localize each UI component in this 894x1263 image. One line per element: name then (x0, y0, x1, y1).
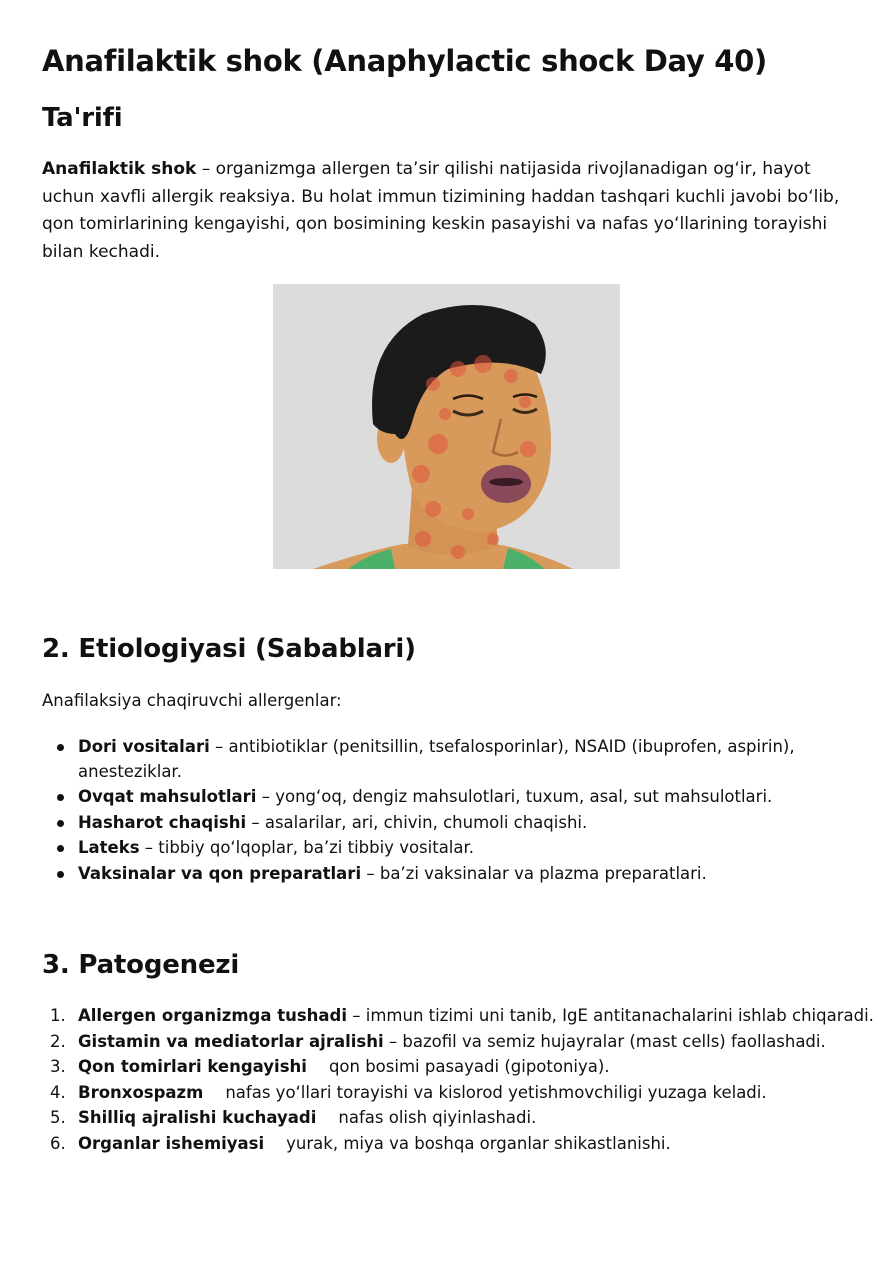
list-item-text: nafas olish qiyinlashadi. (338, 1108, 537, 1127)
allergen-list (42, 735, 878, 887)
list-item-number: 5. (50, 1108, 66, 1127)
etiology-intro: Anafilaksiya chaqiruvchi allergenlar: (42, 691, 342, 710)
list-item-text: – yong‘oq, dengiz mahsulotlari, tuxum, asal, sut mahsulotlari. (256, 787, 773, 806)
list-item-number: 2. (50, 1031, 66, 1051)
list-item-term: Shilliq ajralishi kuchayadi (78, 1108, 317, 1127)
swollen-face-image (273, 284, 620, 569)
list-item-text: qon bosimi pasayadi (gipotoniya). (328, 1057, 610, 1076)
list-item (78, 735, 878, 784)
list-item (78, 811, 878, 836)
list-item-number: 1. (50, 1006, 66, 1025)
list-item-term: Allergen organizmga tushadi (78, 1006, 348, 1025)
list-item-term: Organlar ishemiyasi (78, 1133, 265, 1153)
list-item-text: – ba’zi vaksinalar va plazma preparatlari. (361, 863, 707, 883)
list-item-term: Hasharot chaqishi (78, 812, 247, 832)
list-item (50, 1132, 878, 1157)
list-item-text: yurak, miya va boshqa organlar shikastlanishi. (286, 1133, 671, 1153)
list-item (50, 1004, 878, 1029)
definition-term: Anafilaktik shok (42, 159, 197, 179)
list-item-text: – tibbiy qo‘lqoplar, ba’zi tibbiy vositalar. (139, 838, 475, 857)
list-item-number: 4. (50, 1082, 66, 1102)
list-item-text: – bazofil va semiz hujayralar (mast cells) faollashadi. (383, 1031, 826, 1051)
list-item (50, 1055, 878, 1080)
list-item-term: Lateks (78, 838, 140, 857)
list-item-text: – antibiotiklar (penitsillin, tsefalosporinlar), NSAID (ibuprofen, aspirin), anesteziklar. (78, 737, 795, 781)
list-item-text: – immun tizimi uni tanib, IgE antitanachalarini ishlab chiqaradi. (347, 1006, 874, 1025)
page-title: Anafilaktik shok (Anaphylactic shock Day 40) (42, 44, 767, 78)
list-item (78, 862, 878, 887)
etiology-heading: 2. Etiologiyasi (Sabablari) (42, 634, 416, 664)
list-item-text: nafas yo‘llari torayishi va kislorod yetishmovchiligi yuzaga keladi. (225, 1082, 767, 1102)
list-item (78, 785, 878, 810)
list-item-term: Bronxospazm (78, 1082, 204, 1102)
list-item (50, 1081, 878, 1106)
list-item-text: – asalarilar, ari, chivin, chumoli chaqishi. (246, 812, 588, 832)
pathogenesis-list (42, 1004, 878, 1157)
list-item-number: 6. (50, 1133, 66, 1153)
list-item (50, 1030, 878, 1055)
list-item-term: Ovqat mahsulotlari (78, 787, 257, 806)
list-item-term: Dori vositalari (78, 737, 210, 756)
list-item-number: 3. (50, 1057, 66, 1076)
anaphylaxis-illustration (273, 284, 620, 569)
pathogenesis-heading: 3. Patogenezi (42, 950, 240, 980)
list-item (78, 836, 878, 861)
definition-heading: Ta'rifi (42, 103, 123, 133)
definition-text: – organizmga allergen ta’sir qilishi natijasida rivojlanadigan og‘ir, hayot uchun xavfli allergik reaksiya. Bu holat immun tizimining haddan tashqari kuchli javobi bo‘lib, qon tomirlarining kengayishi, qon bosimining keskin pasayishi va nafas yo‘llarining torayishi bilan kechadi. (42, 159, 840, 262)
definition-paragraph (42, 156, 852, 266)
list-item-term: Qon tomirlari kengayishi (78, 1057, 307, 1076)
list-item-term: Vaksinalar va qon preparatlari (78, 863, 362, 883)
list-item-term: Gistamin va mediatorlar ajralishi (78, 1031, 384, 1051)
list-item (50, 1106, 878, 1131)
